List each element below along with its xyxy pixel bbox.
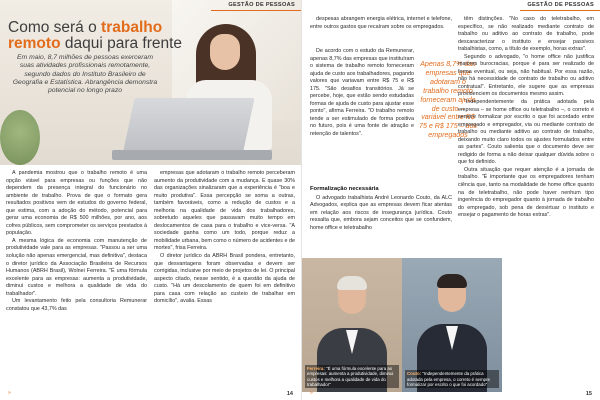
right-column-1-top — [310, 16, 452, 31]
section-label-right: GESTÃO DE PESSOAS — [520, 0, 600, 11]
section-label-left: GESTÃO DE PESSOAS — [211, 0, 301, 11]
caption-name-ferreira: Ferreira: — [307, 366, 325, 372]
headline-highlight-2: remoto — [8, 35, 61, 52]
right-col1-paragraph: O advogado trabalhista André Leonardo Couto, da ALC Advogados, explica que as empresas devem ficar atentas em relação aos riscos de insegurança jurídica. Couto ressalta que, embora sejam conceitos que se confundem, home office e teletrabalho — [310, 194, 452, 231]
caption-name-couto: Couto: — [407, 371, 422, 377]
right-column-2 — [458, 16, 594, 220]
article-deck: Em maio, 8,7 milhões de pessoas exerceram suas atividades profissionais remotamente, segundo dados do Instituto Brasileiro de Geografia e Estatística. Abrangência demonstra potencial no longo prazo — [12, 54, 158, 95]
pull-quote: Apenas 8,7% das empresas que adotaram o trabalho remoto forneceram ajuda de custo – variável entre R$ 75 e R$ 175 – aos empregados — [419, 60, 477, 168]
left-column-2 — [154, 170, 295, 306]
right-col2-paragraph: têm distinções. "No caso do teletrabalho, em específico, se não realizado mediante contrato de trabalho ou aditivo ao contrato de trabalho, pode descaracterizar o instituto e ensejar passivos trabalhistas, como, a título de exemplo, horas extras". — [458, 16, 594, 53]
left-col2-paragraph: O diretor jurídico da ABRH Brasil pondera, entretanto, que desvantagens foram observadas e devem ser corrigidas, inclusive por meio de projetos de lei. O principal aspecto citado, nesse sentido, é a questão da ajuda de custo. "Há um descolamento de quem foi em definitivo para casa com relação ao custeio de trabalhar em domicílio", avalia. Essas — [154, 253, 295, 305]
left-column-1 — [6, 170, 147, 313]
right-col1-paragraph: despesas abrangem energia elétrica, internet e telefone, entre outros gastos que recaíram sobre os empregados. — [310, 16, 452, 30]
article-headline — [8, 20, 208, 52]
caption-text-ferreira: "É uma fórmula excelente para as empresas: aumenta a produtividade, diminui custos e melhora a qualidade de vida do trabalhador" — [307, 366, 394, 387]
section-subtitle: Formalização necessária — [310, 186, 379, 192]
left-col1-paragraph: Um levantamento feito pela consultoria Remunerar constatou que 43,7% das — [6, 298, 147, 312]
page-number-right: 15 — [585, 391, 592, 397]
right-col1-paragraph: De acordo com o estudo da Remunerar, apenas 8,7% das empresas que instituíram o sistema de trabalho remoto forneceram ajuda de custo aos trabalhadores, pagando valores que variavam entre R$ 75 e R$ 175. "São desafios transitórios. Já se percebe, hoje, que estão sendo estudadas formas de ajuda de custo para ajustar esse ponto", afirma Ferreira. "O trabalho remoto tende a ser estimulado de forma positiva no futuro, pois é uma fonte de atração e retenção de talentos". — [310, 48, 414, 138]
page-number-left: 14 — [286, 391, 293, 397]
folio-arrow-left: » — [8, 390, 11, 396]
right-col2-paragraph: Outra situação que requer atenção é a jornada de trabalho. "É importante que os empregadores tenham ciência que, tanto na modalidade de home office quanto na de teletrabalho, não pode haver nenhum tipo ingerência do empregador quanto à jornada de trabalho do empregado, sob pena de desvirtuar o instituto e ensejar o pagamento de horas extras". — [458, 166, 594, 219]
right-col2-paragraph: "Independentemente da prática adotada pela empresa – se home office ou teletrabalho –, o correto é sempre formalizar por escrito o que foi acordado entre empregado e empregador, via ou mediante contrato de trabalho ou mediante aditivo ao contrato de trabalho, deixando muito claro todos os ajustes formulados entre as partes". Couto salienta que o documento deve ser redigido de forma a não deixar qualquer dúvida sobre o que foi definido. — [458, 99, 594, 166]
right-column-1-bottom — [310, 183, 452, 232]
photo-caption-ferreira — [305, 365, 399, 388]
photo-caption-couto — [405, 370, 499, 388]
right-col2-paragraph: Segundo o advogado, "o home office não justifica maiores burocracias, porque é para ser realizado de forma eventual, ou seja, não habitual. Por essa razão, não há necessidade de contrato de trabalho ou aditivo contratual". Entretanto, ele sugere que as empresas providenciem os documentos mesmo assim. — [458, 53, 594, 98]
left-col2-paragraph: empresas que adotaram o trabalho remoto perceberam aumento da produtividade com a mudança. E quase 30% das organizações sinalizaram que a experiência é "boa e muito produtiva". Essa percepção se soma a outras, também favoráveis, como a redução de custos e a melhoria na qualidade de vida dos trabalhadores, sobretudo aqueles que passavam muito tempo em deslocamentos de casa para o trabalho e vice-versa. "A sociedade ganha como um todo, porque reduz a mobilidade urbana, bem como o número de acidentes e de mortes", frisa Ferreira. — [154, 170, 295, 252]
folio-arrow-right: » — [310, 390, 313, 396]
left-col1-paragraph: A pandemia mostrou que o trabalho remoto é uma opção viável para empresas ou funções que não dependem da presença integral do funcionário no ambiente de trabalho. Prova de que o formato gera resultados positivos vem de estudos do governo federal, que estima, com a adoção do método, potencial para gerar uma economia de R$ 500 milhões, por ano, aos cofres públicos, sem comprometer os serviços prestados à população. — [6, 170, 147, 237]
photo-couto — [402, 258, 502, 392]
left-col1-paragraph: A mesma lógica de economia com manutenção de produtividade vale para as empresas. "Passou a ser uma solução não apenas emergencial, mas definitiva", destaca o diretor jurídico da Associação Brasileira de Recursos Humanos (ABRH Brasil), Wolnei Ferreira. "É uma fórmula excelente para as empresas: aumenta a produtividade, diminui custos e melhora a qualidade de vida do trabalhador". — [6, 237, 147, 297]
right-page — [302, 0, 600, 400]
caption-text-couto: "Independentemente da prática adotada pela empresa, o correto é sempre formalizar por escrito o que foi acordado" — [407, 371, 490, 387]
headline-plain-1: Como será o — [8, 19, 102, 36]
photo-ferreira — [302, 258, 402, 392]
headline-plain-2: daqui para frente — [60, 35, 183, 52]
right-column-1-narrow — [310, 48, 414, 139]
headline-highlight-1: trabalho — [101, 19, 163, 36]
